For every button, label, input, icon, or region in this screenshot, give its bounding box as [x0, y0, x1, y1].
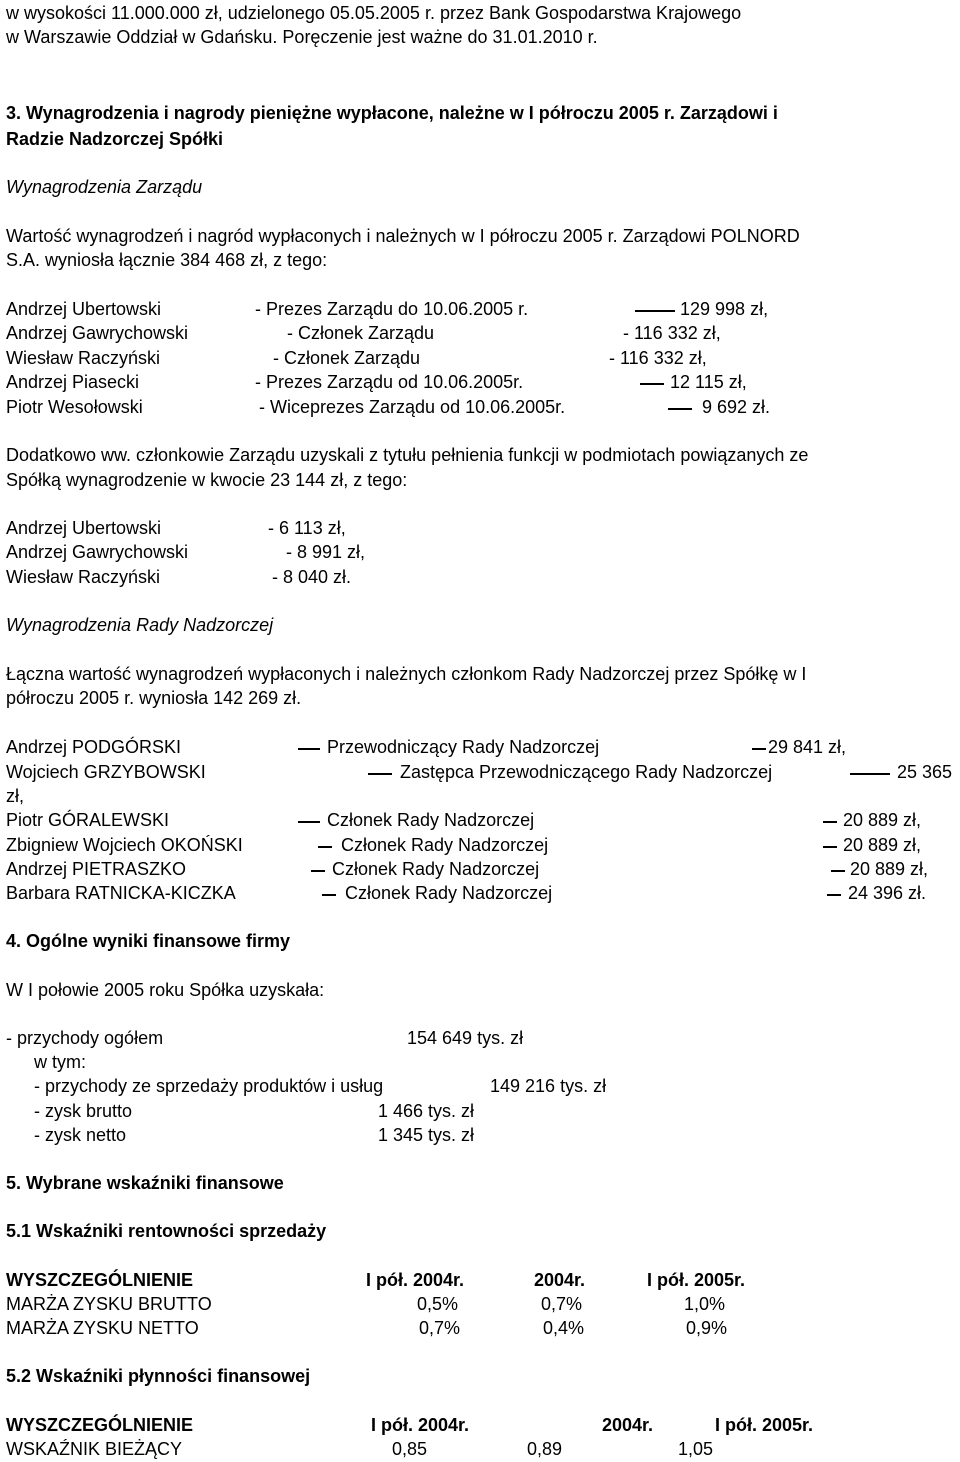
- revenue-value: 154 649 tys. zł: [407, 1028, 524, 1048]
- net-profit-label: - zysk netto: [34, 1125, 127, 1145]
- additional-row-amount: - 6 113 zł,: [268, 518, 346, 538]
- board-row-amount: - 116 332 zł,: [623, 323, 721, 343]
- additional-text-line-1: Dodatkowo ww. członkowie Zarządu uzyskali z tytułu pełnienia funkcji w podmiotach powiązanych ze: [6, 445, 809, 465]
- board-row-role: - Wiceprezes Zarządu od 10.06.2005r.: [259, 397, 566, 417]
- additional-text-line-2: Spółką wynagrodzenie w kwocie 23 144 zł, z tego:: [6, 470, 408, 490]
- dash-separator: [298, 821, 320, 823]
- table-cell: 0,89: [527, 1439, 563, 1459]
- dash-separator: [823, 846, 837, 848]
- dash-separator: [318, 846, 332, 848]
- supervisory-text-line-1: Łączna wartość wynagrodzeń wypłaconych i należnych członkom Rady Nadzorczej przez Spółkę w I: [6, 664, 807, 684]
- dash-separator: [831, 870, 845, 872]
- board-row-name: Andrzej Ubertowski: [6, 299, 162, 319]
- dash-separator: [668, 408, 692, 410]
- table-cell: MARŻA ZYSKU BRUTTO: [6, 1294, 212, 1314]
- supervisory-remuneration-title: Wynagrodzenia Rady Nadzorczej: [6, 615, 274, 635]
- section-5-2-heading: 5.2 Wskaźniki płynności finansowej: [6, 1366, 311, 1386]
- section-4-intro: W I połowie 2005 roku Spółka uzyskała:: [6, 980, 325, 1000]
- board-row-role: - Prezes Zarządu do 10.06.2005 r.: [255, 299, 529, 319]
- supervisory-row-name: Piotr GÓRALEWSKI: [6, 810, 170, 830]
- additional-row-name: Andrzej Gawrychowski: [6, 542, 189, 562]
- table-cell: 0,9%: [686, 1318, 728, 1338]
- supervisory-row-amount: 29 841 zł,: [768, 737, 847, 757]
- table-cell: WSKAŹNIK BIEŻĄCY: [6, 1439, 183, 1459]
- supervisory-row-amount: 25 365: [897, 762, 953, 782]
- in-that-label: w tym:: [34, 1052, 86, 1072]
- intro-line-1: w wysokości 11.000.000 zł, udzielonego 05.05.2005 r. przez Bank Gospodarstwa Krajowego: [6, 3, 742, 23]
- section-3-heading-cont: Radzie Nadzorczej Spółki: [6, 129, 224, 149]
- supervisory-row-name: Andrzej PODGÓRSKI: [6, 737, 182, 757]
- board-row-amount: 129 998 zł,: [680, 299, 769, 319]
- supervisory-row-name: Andrzej PIETRASZKO: [6, 859, 187, 879]
- dash-separator: [827, 894, 841, 896]
- supervisory-text-line-2: półroczu 2005 r. wyniosła 142 269 zł.: [6, 688, 302, 708]
- table-header-cell: WYSZCZEGÓLNIENIE: [6, 1270, 194, 1290]
- dash-separator: [298, 748, 320, 750]
- supervisory-row-role: Członek Rady Nadzorczej: [327, 810, 535, 830]
- dash-separator: [823, 821, 837, 823]
- intro-line-2: w Warszawie Oddział w Gdańsku. Poręczenie jest ważne do 31.01.2010 r.: [6, 27, 598, 47]
- supervisory-row-name: Wojciech GRZYBOWSKI: [6, 762, 206, 782]
- board-row-amount: - 116 332 zł,: [609, 348, 707, 368]
- table-header-cell: I pół. 2005r.: [647, 1270, 746, 1290]
- table-cell: 0,85: [392, 1439, 428, 1459]
- board-row-name: Andrzej Piasecki: [6, 372, 140, 392]
- section-3-heading: 3. Wynagrodzenia i nagrody pieniężne wypłacone, należne w I półroczu 2005 r. Zarządowi i: [6, 103, 778, 123]
- dash-separator: [368, 773, 392, 775]
- board-row-role: - Prezes Zarządu od 10.06.2005r.: [255, 372, 524, 392]
- board-remuneration-title: Wynagrodzenia Zarządu: [6, 177, 203, 197]
- additional-row-amount: - 8 040 zł.: [272, 567, 352, 587]
- section-4-heading: 4. Ogólne wyniki finansowe firmy: [6, 931, 291, 951]
- board-row-name: Wiesław Raczyński: [6, 348, 161, 368]
- additional-row-name: Wiesław Raczyński: [6, 567, 161, 587]
- supervisory-row-role: Członek Rady Nadzorczej: [332, 859, 540, 879]
- table-header-cell: WYSZCZEGÓLNIENIE: [6, 1415, 194, 1435]
- supervisory-row-amount: 24 396 zł.: [848, 883, 927, 903]
- supervisory-row-amount: 20 889 zł,: [843, 835, 922, 855]
- dash-separator: [640, 383, 664, 385]
- supervisory-row-role: Zastępca Przewodniczącego Rady Nadzorczej: [400, 762, 773, 782]
- table-header-cell: I pół. 2004r.: [366, 1270, 465, 1290]
- board-text-line-2: S.A. wyniosła łącznie 384 468 zł, z tego:: [6, 250, 328, 270]
- supervisory-row-name: Barbara RATNICKA-KICZKA: [6, 883, 236, 903]
- revenue-label: - przychody ogółem: [6, 1028, 164, 1048]
- board-row-amount: 12 115 zł,: [670, 372, 747, 392]
- dash-separator: [311, 870, 325, 872]
- section-5-heading: 5. Wybrane wskaźniki finansowe: [6, 1173, 284, 1193]
- dash-separator: [752, 748, 766, 750]
- table-cell: 0,5%: [417, 1294, 459, 1314]
- table-header-cell: I pół. 2004r.: [371, 1415, 470, 1435]
- table-cell: MARŻA ZYSKU NETTO: [6, 1318, 199, 1338]
- table-cell: 0,7%: [419, 1318, 461, 1338]
- supervisory-row-role: Członek Rady Nadzorczej: [341, 835, 549, 855]
- board-row-name: Andrzej Gawrychowski: [6, 323, 189, 343]
- supervisory-row-name: Zbigniew Wojciech OKOŃSKI: [6, 835, 243, 855]
- table-cell: 1,05: [678, 1439, 714, 1459]
- sales-value: 149 216 tys. zł: [490, 1076, 607, 1096]
- table-header-cell: I pół. 2005r.: [715, 1415, 814, 1435]
- table-cell: 0,7%: [541, 1294, 583, 1314]
- table-header-cell: 2004r.: [602, 1415, 654, 1435]
- dash-separator: [635, 310, 675, 312]
- net-profit-value: 1 345 tys. zł: [378, 1125, 475, 1145]
- sales-label: - przychody ze sprzedaży produktów i usług: [34, 1076, 384, 1096]
- supervisory-row-amount: 20 889 zł,: [850, 859, 929, 879]
- board-row-role: - Członek Zarządu: [273, 348, 421, 368]
- dash-separator: [322, 894, 336, 896]
- supervisory-row-role: Członek Rady Nadzorczej: [345, 883, 553, 903]
- board-text-line-1: Wartość wynagrodzeń i nagród wypłaconych i należnych w I półroczu 2005 r. Zarządowi POLNORD: [6, 226, 800, 246]
- table-cell: 0,4%: [543, 1318, 585, 1338]
- board-row-amount: 9 692 zł.: [702, 397, 771, 417]
- additional-row-amount: - 8 991 zł,: [286, 542, 366, 562]
- gross-profit-value: 1 466 tys. zł: [378, 1101, 475, 1121]
- section-5-1-heading: 5.1 Wskaźniki rentowności sprzedaży: [6, 1221, 327, 1241]
- table-cell: 1,0%: [684, 1294, 726, 1314]
- supervisory-row-amount: 20 889 zł,: [843, 810, 922, 830]
- table-header-cell: 2004r.: [534, 1270, 586, 1290]
- gross-profit-label: - zysk brutto: [34, 1101, 133, 1121]
- supervisory-row-role: Przewodniczący Rady Nadzorczej: [327, 737, 600, 757]
- supervisory-row-amount-wrap: zł,: [6, 786, 24, 806]
- board-row-name: Piotr Wesołowski: [6, 397, 143, 417]
- board-row-role: - Członek Zarządu: [287, 323, 435, 343]
- dash-separator: [850, 773, 890, 775]
- additional-row-name: Andrzej Ubertowski: [6, 518, 162, 538]
